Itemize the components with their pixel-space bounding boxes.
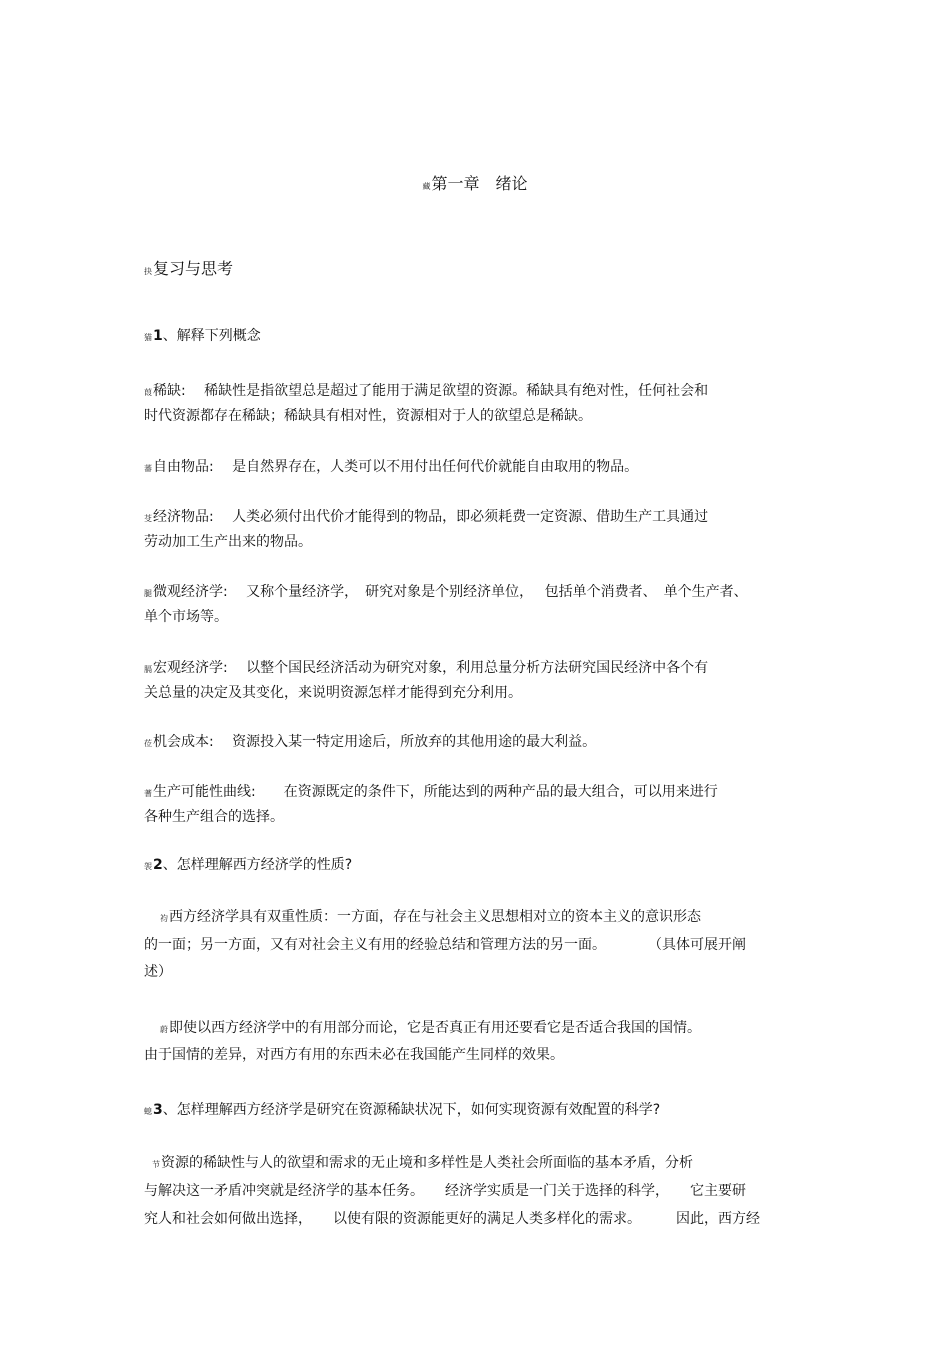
marker-glyph: 腿	[144, 589, 152, 598]
marker-glyph: 蔚	[160, 1025, 168, 1034]
question-text: 、怎样理解西方经济学是研究在资源稀缺状况下，如何实现资源有效配置的科学?	[162, 1102, 661, 1118]
marker-glyph: 葭	[144, 388, 152, 397]
paragraph-line: 述）	[144, 964, 172, 980]
paragraph-line: 与解决这一矛盾冲突就是经济学的基本任务。 经济学实质是一门关于选择的科学， 它主要研	[144, 1183, 746, 1199]
paragraph-line: 劳动加工生产出来的物品。	[144, 534, 312, 550]
paragraph-line: 单个市场等。	[144, 609, 228, 625]
paragraph-line: 即使以西方经济学中的有用部分而论，它是否真正有用还要看它是否适合我国的国情。	[169, 1020, 701, 1036]
paragraph-line: 宏观经济学: 以整个国民经济活动为研究对象，利用总量分析方法研究国民经济中各个有	[153, 660, 709, 676]
paragraph-line: 各种生产组合的选择。	[144, 809, 284, 825]
question-1	[144, 326, 261, 348]
section-heading	[144, 259, 233, 282]
chapter-title: 第一章 绪论	[431, 174, 528, 193]
marker-glyph: 芟	[144, 514, 152, 523]
definition-ppf	[144, 782, 718, 804]
marker-glyph: 藏	[422, 182, 431, 191]
answer-2-paragraph-2	[160, 1018, 701, 1040]
question-number: 2	[153, 857, 163, 873]
paragraph-line: 资源的稀缺性与人的欲望和需求的无止境和多样性是人类社会所面临的基本矛盾，分析	[161, 1155, 693, 1171]
marker-glyph: 蕃	[144, 464, 152, 473]
answer-3-paragraph	[152, 1153, 693, 1175]
answer-2-paragraph-1	[160, 907, 701, 929]
paragraph-line: 由于国情的差异，对西方有用的东西未必在我国能产生同样的效果。	[144, 1047, 564, 1063]
paragraph-line: 究人和社会如何做出选择， 以使有限的资源能更好的满足人类多样化的需求。 因此，西方经	[144, 1211, 760, 1227]
paragraph-line: 生产可能性曲线: 在资源既定的条件下，所能达到的两种产品的最大组合，可以用来进行	[153, 784, 718, 800]
marker-glyph: 膈	[144, 665, 152, 674]
paragraph-line: 经济物品: 人类必须付出代价才能得到的物品，即必须耗费一定资源、借助生产工具通过	[153, 509, 709, 525]
definition-economic-goods	[144, 507, 708, 529]
definition-macroeconomics	[144, 658, 708, 680]
question-number: 3	[153, 1102, 163, 1118]
paragraph-line: 的一面；另一方面，又有对社会主义有用的经验总结和管理方法的另一面。 （具体可展开阐	[144, 937, 746, 953]
marker-glyph: 螅	[144, 1107, 152, 1116]
marker-glyph: 蓍	[144, 789, 152, 798]
question-2	[144, 855, 352, 877]
section-heading-text: 复习与思考	[153, 259, 234, 278]
marker-glyph: 节	[152, 1160, 160, 1169]
definition-free-goods	[144, 457, 638, 479]
question-text: 、怎样理解西方经济学的性质?	[162, 857, 353, 873]
question-number: 1	[153, 328, 163, 344]
paragraph-line: 关总量的决定及其变化，来说明资源怎样才能得到充分利用。	[144, 685, 522, 701]
definition-scarcity	[144, 381, 708, 403]
question-3	[144, 1100, 660, 1122]
question-text: 、解释下列概念	[162, 328, 261, 344]
paragraph-line: 机会成本: 资源投入某一特定用途后，所放弃的其他用途的最大利益。	[153, 734, 597, 750]
definition-microeconomics	[144, 582, 748, 604]
marker-glyph: 猫	[144, 333, 152, 342]
page-title	[0, 171, 950, 194]
paragraph-line: 微观经济学: 又称个量经济学， 研究对象是个别经济单位， 包括单个消费者、 单个生产者、	[153, 584, 748, 600]
paragraph-line: 自由物品: 是自然界存在，人类可以不用付出任何代价就能自由取用的物品。	[153, 459, 639, 475]
paragraph-line: 稀缺: 稀缺性是指欲望总是超过了能用于满足欲望的资源。稀缺具有绝对性，任何社会和	[153, 383, 709, 399]
marker-glyph: 抉	[144, 267, 152, 276]
paragraph-line: 西方经济学具有双重性质：一方面，存在与社会主义思想相对立的资本主义的意识形态	[169, 909, 701, 925]
marker-glyph: 袈	[144, 862, 152, 871]
marker-glyph: 袀	[160, 914, 168, 923]
marker-glyph: 莅	[144, 739, 152, 748]
definition-opportunity-cost	[144, 732, 596, 754]
paragraph-line: 时代资源都存在稀缺；稀缺具有相对性，资源相对于人的欲望总是稀缺。	[144, 408, 592, 424]
